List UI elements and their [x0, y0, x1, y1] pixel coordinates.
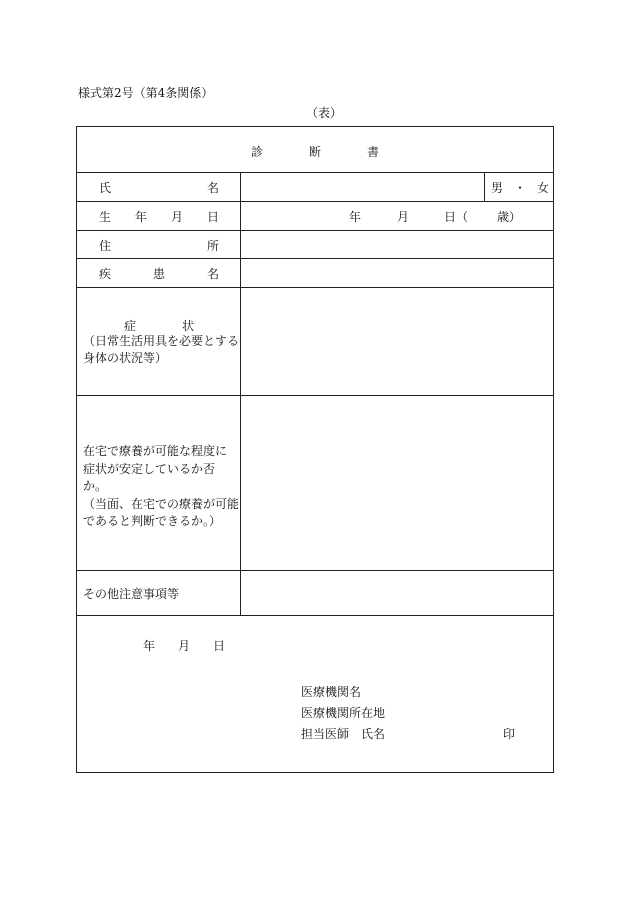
symptoms-label: 症 状 [124, 319, 194, 333]
home-care-label: 在宅で療養が可能な程度に 症状が安定しているか否 か。 （当面、在宅での療養が可能 であると判断できるか。） [83, 444, 240, 528]
disease-name-field[interactable] [242, 259, 554, 286]
title-char: 断 [308, 145, 321, 159]
symptoms-note: （日常生活用具を必要とする 身体の状況等） [83, 334, 240, 365]
title-char: 書 [366, 145, 379, 159]
sex-options[interactable] [491, 179, 549, 196]
row-divider [77, 201, 553, 202]
institution-name-label: 医療機関名 [301, 685, 362, 699]
row-divider [77, 615, 553, 616]
column-divider [484, 172, 485, 201]
column-divider [240, 172, 241, 615]
seal-mark: 印 [503, 727, 516, 741]
name-label: 氏 名 [99, 181, 219, 195]
form-number: 様式第2号（第4条関係） [78, 86, 214, 100]
age-unit: 歳） [497, 210, 522, 224]
birth-day-unit: 日（ [444, 210, 469, 224]
symptoms-field[interactable] [242, 288, 554, 394]
birth-month-unit: 月 [397, 210, 410, 224]
other-notes-label: その他注意事項等 [83, 587, 180, 601]
side-label: （表） [306, 106, 343, 120]
name-field[interactable] [242, 173, 483, 200]
birth-date-label: 生 年 月 日 [99, 210, 219, 224]
title-char: 診 [251, 145, 264, 159]
birth-year-unit: 年 [349, 210, 362, 224]
disease-name-label: 疾 患 名 [99, 267, 219, 281]
issue-date: 年 月 日 [143, 639, 225, 653]
certificate-table [76, 126, 554, 773]
sex-separator: ・ [513, 181, 526, 195]
doctor-name-label: 担当医師 氏名 [301, 727, 386, 741]
sex-male-option[interactable]: 男 [491, 181, 504, 195]
other-notes-field[interactable] [242, 571, 554, 614]
sex-female-option[interactable]: 女 [536, 181, 549, 195]
document-title [251, 143, 379, 160]
address-label: 住 所 [99, 239, 219, 253]
address-field[interactable] [242, 231, 554, 257]
institution-address-label: 医療機関所在地 [301, 706, 386, 720]
home-care-field[interactable] [242, 396, 554, 569]
